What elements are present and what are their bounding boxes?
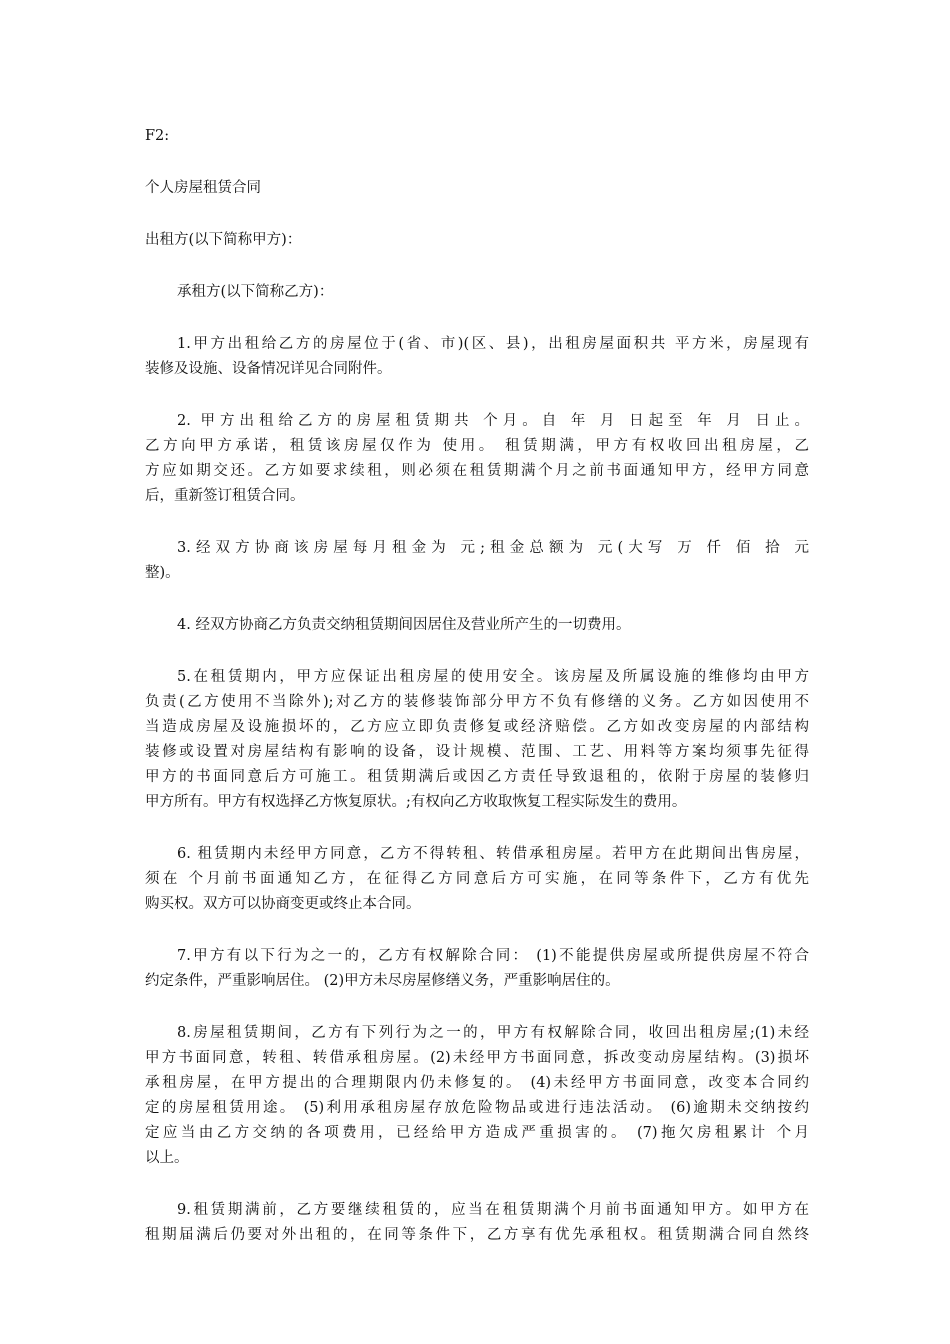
clause-line: 承租房屋，在甲方提出的合理期限内仍未修复的。 (4)未经甲方书面同意，改变本合同约 (145, 1075, 809, 1091)
clause-line: 乙方向甲方承诺，租赁该房屋仅作为 使用。 租赁期满，甲方有权收回出租房屋，乙 (145, 438, 809, 454)
clause-line: 须在 个月前书面通知乙方，在征得乙方同意后方可实施，在同等条件下，乙方有优先 (145, 871, 809, 887)
clause-2 (145, 409, 809, 509)
clause-6 (145, 842, 809, 917)
spacer (145, 305, 809, 332)
spacer (145, 815, 809, 842)
clause-9 (145, 1198, 809, 1248)
clause-4 (145, 613, 809, 638)
clause-1 (145, 332, 809, 382)
spacer (145, 382, 809, 409)
clause-line: 装修或设置对房屋结构有影响的设备，设计规模、范围、工艺、用料等方案均须事先征得 (145, 744, 809, 760)
clause-line: 以上。 (145, 1150, 189, 1166)
spacer (145, 638, 809, 665)
contract-body (145, 124, 809, 1248)
clause-line: 甲方所有。甲方有权选择乙方恢复原状。;有权向乙方收取恢复工程实际发生的费用。 (145, 794, 687, 810)
clause-line: 后，重新签订租赁合同。 (145, 488, 305, 504)
clause-line: 当造成房屋及设施损坏的，乙方应立即负责修复或经济赔偿。乙方如改变房屋的内部结构 (145, 719, 809, 735)
clause-5 (145, 665, 809, 815)
clause-line: 定的房屋租赁用途。 (5)利用承租房屋存放危险物品或进行违法活动。 (6)逾期未交纳按约 (145, 1100, 809, 1116)
spacer (145, 917, 809, 944)
clause-line: 8.房屋租赁期间，乙方有下列行为之一的，甲方有权解除合同，收回出租房屋;(1)未经 (177, 1025, 809, 1041)
clause-line: 3.经双方协商该房屋每月租金为 元;租金总额为 元(大写 万 仟 佰 拾 元 (177, 540, 809, 556)
clause-3 (145, 536, 809, 586)
clause-line: 方应如期交还。乙方如要求续租，则必须在租赁期满个月之前书面通知甲方，经甲方同意 (145, 463, 809, 479)
clause-line: 1.甲方出租给乙方的房屋位于(省、市)(区、县)，出租房屋面积共 平方米，房屋现有 (177, 336, 809, 352)
lessee-line: 承租方(以下简称乙方)： (177, 284, 334, 300)
clause-line: 装修及设施、设备情况详见合同附件。 (145, 361, 392, 377)
spacer (145, 149, 809, 176)
clause-line: 整)。 (145, 565, 180, 581)
clause-line: 负责(乙方使用不当除外);对乙方的装修装饰部分甲方不负有修缮的义务。乙方如因使用不 (145, 694, 809, 710)
clause-line: 甲方书面同意，转租、转借承租房屋。(2)未经甲方书面同意，拆改变动房屋结构。(3)损坏 (145, 1050, 809, 1066)
spacer (145, 1171, 809, 1198)
clause-line: 5.在租赁期内，甲方应保证出租房屋的使用安全。该房屋及所属设施的维修均由甲方 (177, 669, 809, 685)
clause-line: 甲方的书面同意后方可施工。租赁期满后或因乙方责任导致退租的，依附于房屋的装修归 (145, 769, 809, 785)
clause-line: 约定条件，严重影响居住。 (2)甲方未尽房屋修缮义务，严重影响居住的。 (145, 973, 620, 989)
clause-line: 2. 甲方出租给乙方的房屋租赁期共 个月。自 年 月 日起至 年 月 日止。 (177, 413, 809, 429)
clause-7 (145, 944, 809, 994)
clause-line: 7.甲方有以下行为之一的，乙方有权解除合同： (1)不能提供房屋或所提供房屋不符合 (177, 948, 809, 964)
spacer (145, 201, 809, 228)
spacer (145, 253, 809, 280)
clause-line: 租期届满后仍要对外出租的，在同等条件下，乙方享有优先承租权。租赁期满合同自然终 (145, 1227, 809, 1243)
spacer (145, 509, 809, 536)
document-label: F2: (145, 128, 170, 144)
clause-line: 9.租赁期满前，乙方要继续租赁的，应当在租赁期满个月前书面通知甲方。如甲方在 (177, 1202, 809, 1218)
lessor-line: 出租方(以下简称甲方)： (145, 232, 302, 248)
clause-line: 6. 租赁期内未经甲方同意，乙方不得转租、转借承租房屋。若甲方在此期间出售房屋， (177, 846, 809, 862)
clause-line: 4. 经双方协商乙方负责交纳租赁期间因居住及营业所产生的一切费用。 (177, 617, 631, 633)
spacer (145, 586, 809, 613)
clause-line: 购买权。双方可以协商变更或终止本合同。 (145, 896, 421, 912)
spacer (145, 994, 809, 1021)
clause-line: 定应当由乙方交纳的各项费用，已经给甲方造成严重损害的。 (7)拖欠房租累计 个月 (145, 1125, 809, 1141)
document-title: 个人房屋租赁合同 (145, 180, 261, 196)
clause-8 (145, 1021, 809, 1171)
